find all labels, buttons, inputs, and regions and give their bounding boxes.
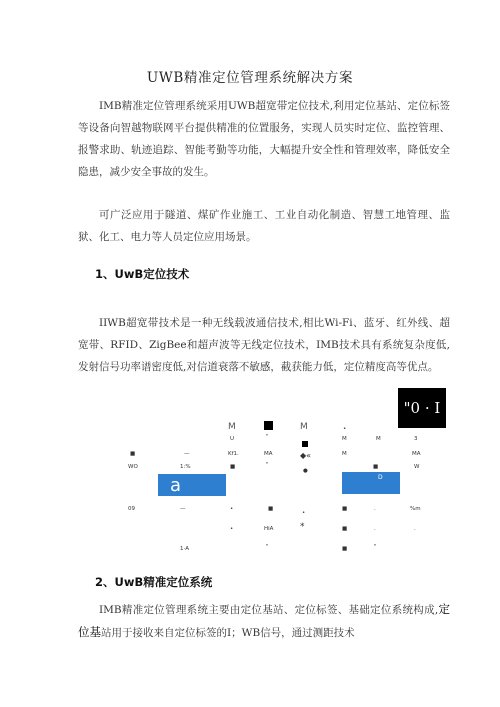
figure-label: • — [343, 426, 347, 432]
figure-blue-block — [342, 472, 400, 494]
figure-label: 1:% — [180, 464, 191, 470]
figure-black-box: "0 · I — [398, 388, 446, 428]
figure-label: U — [230, 436, 235, 442]
figure-label: M — [300, 422, 308, 432]
figure-label: . — [374, 506, 376, 512]
section-2-paragraph — [78, 598, 450, 644]
figure-label: " — [374, 544, 377, 550]
figure-label: MA — [264, 451, 273, 457]
figure-label: ■ — [130, 451, 136, 457]
intro-paragraph-2: 可广泛应用于隧道、煤矿作业施工、工业自动化制造、智慧工地管理、监狱、化工、电力等人员定位应用场景。 — [78, 209, 450, 243]
figure-blue-label: D — [378, 474, 383, 481]
figure-label: • — [230, 526, 234, 532]
figure-square-mark — [302, 441, 308, 447]
figure-label: ■ — [342, 506, 348, 512]
section-1-paragraph: IIWB超宽带技术是一种无线载波通信技术,相比Wi-Fi、蓝牙、红外线、超宽带、RFID、ZigBee和超声波等无线定位技术，IMB技术具有系统复杂度低,发射信号功率谱密度低,对信道衰落不敏感，截获能力低，定位精度高等优点。 — [78, 317, 450, 373]
figure-label: " — [266, 462, 269, 468]
figure-label: HiA — [264, 526, 274, 532]
figure-label: ■ — [342, 546, 348, 552]
figure-label: M — [342, 436, 347, 442]
page-title: UWB精准定位管理系统解决方案 — [146, 70, 354, 86]
section-2-line-1: IMB精准定位管理系统主要由定位基站、定位标签、基础定位系统构成, — [99, 604, 439, 616]
figure-label: M — [376, 436, 381, 442]
figure-label: ■ — [230, 464, 236, 470]
section-1-heading: 1、UwB定位技术 — [95, 267, 190, 281]
figure-label: %m — [410, 506, 421, 512]
figure-label: ■ — [342, 526, 348, 532]
figure-label: . — [374, 526, 376, 532]
figure-label: • — [230, 506, 234, 512]
figure-label: ◆« — [300, 451, 312, 460]
figure-label: * — [300, 522, 305, 532]
uwb-figure — [118, 388, 448, 558]
figure-label: W — [414, 464, 420, 470]
figure-label: " — [266, 434, 269, 440]
figure-label: ■ — [373, 464, 379, 470]
figure-blue-label: a — [170, 475, 182, 496]
figure-label: — — [184, 451, 190, 457]
section-2-heading: 2、UwB精准定位系统 — [95, 575, 213, 589]
figure-label: WO — [128, 464, 138, 470]
section-2-lead-word: 定位基 — [78, 602, 451, 639]
figure-label: ● — [303, 468, 308, 474]
figure-label: 1·A — [180, 546, 190, 552]
intro-paragraph-1: IMB精准定位管理系统采用UWB超宽带定位技术,利用定位基站、定位标签等设备向智越物联网平台提供精准的位置服务，实现人员实时定位、监控管理、报警求助、轨迹追踪、智能考勤等功能，大幅提升安全性和管理效率，降低安全隐患，减少安全事故的发生。 — [78, 100, 450, 178]
figure-label: 3 — [414, 436, 418, 442]
figure-label: ■ — [268, 506, 274, 512]
figure-label: M — [342, 451, 347, 457]
section-2-line-2: 站用于接收来自定位标签的I；WB信号，通过测距技术 — [101, 627, 355, 639]
figure-label: MA — [412, 451, 421, 457]
figure-label: . — [414, 526, 416, 532]
figure-label: — — [180, 506, 186, 512]
figure-label: Kf1. — [228, 451, 239, 457]
figure-label: 09 — [128, 506, 135, 512]
figure-label: • — [302, 510, 306, 516]
figure-square-mark — [264, 421, 273, 430]
figure-blue-block — [158, 474, 226, 496]
figure-label: " — [266, 544, 269, 550]
figure-label: M — [228, 422, 236, 432]
